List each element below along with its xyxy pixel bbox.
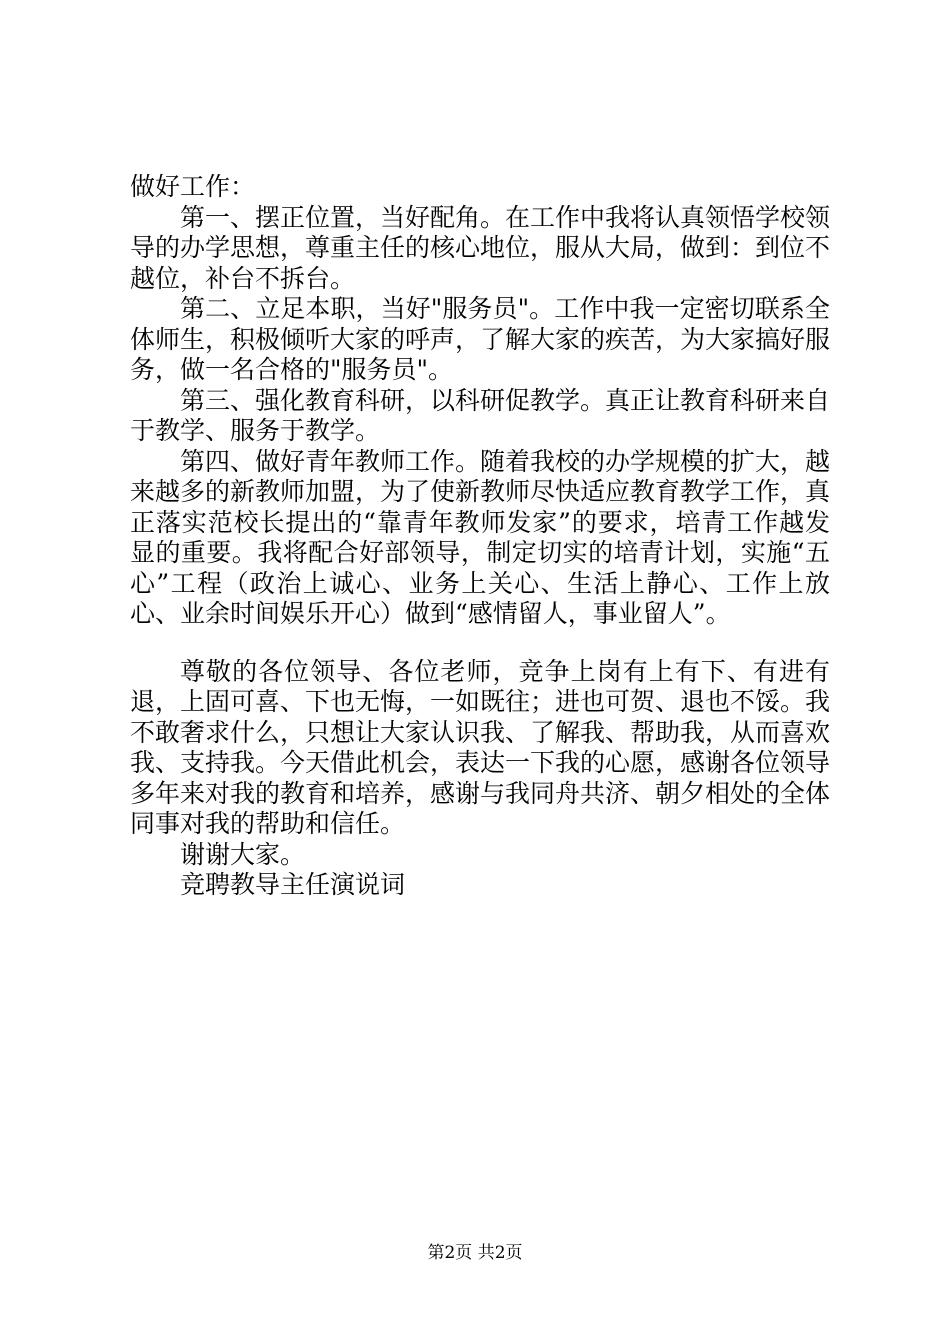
paragraph-thanks: 谢谢大家。 bbox=[180, 839, 306, 869]
paragraph-intro: 做好工作： bbox=[130, 172, 256, 201]
paragraph-point-three: 第三、强化教育科研，以科研促教学。真正让教育科研来自于教学、服务于教学。 bbox=[130, 385, 831, 445]
paragraph-point-two: 第二、立足本职，当好"服务员"。工作中我一定密切联系全体师生，积极倾听大家的呼声，了解大家的疾苦，为大家搞好服务，做一名合格的"服务员"。 bbox=[130, 294, 831, 384]
page-footer: 第2页 共2页 bbox=[427, 1243, 523, 1263]
document-body bbox=[130, 172, 830, 901]
paragraph-closing: 尊敬的各位领导、各位老师，竞争上岗有上有下、有进有退，上固可喜、下也无悔，一如既往；进也可贺、退也不馁。我不敢奢求什么，只想让大家认识我、了解我、帮助我，从而喜欢我、支持我。今天借此机会，表达一下我的心愿，感谢各位领导多年来对我的教育和培养，感谢与我同舟共济、朝夕相处的全体同事对我的帮助和信任。 bbox=[130, 656, 831, 838]
paragraph-title-line: 竞聘教导主任演说词 bbox=[180, 870, 406, 899]
paragraph-point-one: 第一、摆正位置，当好配角。在工作中我将认真领悟学校领导的办学思想，尊重主任的核心地位，服从大局，做到：到位不越位，补台不拆台。 bbox=[130, 202, 831, 293]
paragraph-point-four: 第四、做好青年教师工作。随着我校的办学规模的扩大，越来越多的新教师加盟，为了使新教师尽快适应教育教学工作，真正落实范校长提出的“靠青年教师发家”的要求，培青工作越发显的重要。我将配合好部领导，制定切实的培青计划，实施“五心”工程（政治上诚心、业务上关心、生活上静心、工作上放心、业余时间娱乐开心）做到“感情留人，事业留人”。 bbox=[130, 446, 831, 628]
